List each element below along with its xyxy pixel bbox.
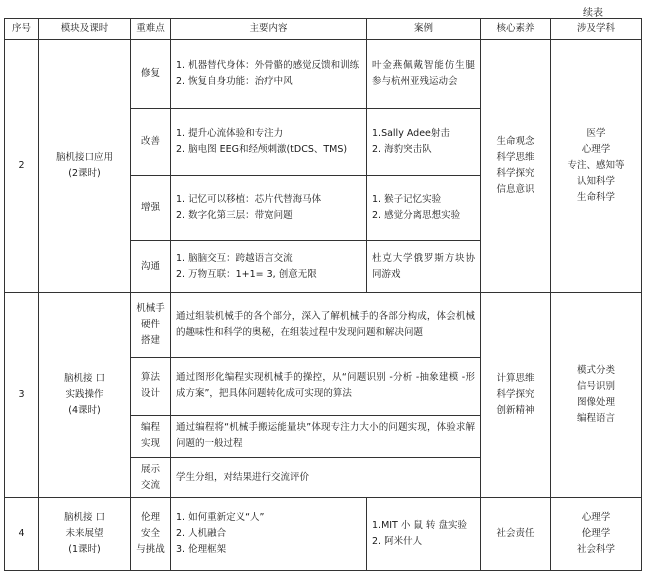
focus-line: 编程 [140, 422, 160, 434]
content-line: 2. 恢复自身功能：治疗中风 [176, 75, 293, 87]
focus-cell [131, 358, 171, 415]
focus-line: 机械手 [136, 303, 165, 315]
content-cell [171, 40, 367, 109]
subject-item: 心理学 [581, 144, 611, 156]
focus-line: 搭建 [140, 335, 160, 347]
row-number: 4 [5, 497, 39, 570]
competency-item: 创新精神 [496, 405, 535, 417]
content-cell: 通过组装机械手的各个部分，深入了解机械手的各部分构成，体会机械的趣味性和科学的奥秘，在组装过程中发现问题和解决问题 [171, 293, 481, 358]
table-row [5, 40, 642, 109]
module-cell [39, 497, 131, 570]
module-name: 脑机接 口 [63, 511, 106, 523]
content-line: 2. 脑电图 EEG和经颅刺激(tDCS、TMS) [176, 143, 348, 155]
subject-item: 生命科学 [576, 192, 615, 204]
content-cell [171, 497, 367, 570]
content-line: 2. 万物互联：1+1= 3, 创意无限 [176, 268, 317, 280]
competency-item: 科学探究 [496, 168, 535, 180]
content-cell: 通过编程将“机械手搬运能量块”体现专注力大小的问题实现，体验求解问题的一般过程 [171, 415, 481, 458]
row-number: 3 [5, 293, 39, 497]
module-name: 脑机接口应用 [55, 152, 113, 164]
competency-cell [481, 293, 551, 497]
competency-item: 社会责任 [496, 527, 535, 539]
content-cell [171, 108, 367, 175]
focus-cell: 沟通 [131, 241, 171, 293]
content-cell [171, 175, 367, 241]
header-competency: 核心素养 [481, 19, 551, 40]
focus-cell [131, 458, 171, 498]
content-line: 1. 记忆可以移植：芯片代替海马体 [176, 193, 322, 205]
subject-item: 编程语言 [576, 413, 615, 425]
focus-line: 安全 [140, 527, 160, 539]
subject-item: 认知科学 [576, 176, 615, 188]
header-module: 模块及课时 [39, 19, 131, 40]
focus-line: 与挑战 [136, 543, 165, 555]
competency-item: 科学探究 [496, 389, 535, 401]
case-cell [367, 497, 481, 570]
header-row [5, 19, 642, 40]
module-hours: (4课时) [68, 405, 101, 417]
subject-item: 专注、感知等 [567, 160, 625, 172]
subject-item: 社会科学 [576, 543, 615, 555]
content-line: 1. 如何重新定义“人” [176, 511, 265, 523]
competency-item: 计算思维 [496, 373, 535, 385]
content-cell [171, 241, 367, 293]
focus-line: 设计 [140, 388, 160, 400]
header-subjects: 涉及学科 [551, 19, 642, 40]
case-cell [367, 175, 481, 241]
subjects-cell [551, 497, 642, 570]
header-cases: 案例 [367, 19, 481, 40]
competency-item: 信息意识 [496, 184, 535, 196]
module-cell [39, 293, 131, 497]
case-line: 2. 阿米什人 [372, 535, 423, 547]
focus-cell [131, 497, 171, 570]
table-row [5, 497, 642, 570]
focus-cell: 修复 [131, 40, 171, 109]
case-line: 1.Sally Adee射击 [372, 127, 450, 139]
focus-cell: 增强 [131, 175, 171, 241]
focus-line: 展示 [140, 463, 160, 475]
case-cell [367, 241, 481, 293]
focus-cell [131, 293, 171, 358]
subject-item: 模式分类 [576, 365, 615, 377]
focus-cell: 改善 [131, 108, 171, 175]
case-line: 1. 猴子记忆实验 [372, 193, 442, 205]
continued-label: 续表 [583, 8, 603, 19]
row-number: 2 [5, 40, 39, 293]
subjects-cell [551, 40, 642, 293]
subject-item: 心理学 [581, 511, 611, 523]
module-hours: (2课时) [68, 168, 101, 180]
subjects-cell [551, 293, 642, 497]
content-line: 2. 数字化第三层：带宽问题 [176, 209, 293, 221]
competency-cell [481, 40, 551, 293]
case-line: 叶金燕佩戴智能仿生腿参与杭州亚残运动会 [372, 59, 475, 87]
subject-item: 图像处理 [576, 397, 615, 409]
focus-line: 算法 [140, 372, 160, 384]
content-line: 2. 人机融合 [176, 527, 227, 539]
module-hours: (1课时) [68, 543, 101, 555]
header-no: 序号 [5, 19, 39, 40]
subject-item: 医学 [586, 128, 606, 140]
case-cell [367, 40, 481, 109]
module-subtitle: 实践操作 [65, 389, 104, 401]
table-row [5, 293, 642, 358]
focus-line: 硬件 [140, 319, 160, 331]
content-line: 3. 伦理框架 [176, 543, 227, 555]
module-name: 脑机接 口 [63, 373, 106, 385]
curriculum-table [4, 18, 642, 571]
competency-item: 生命观念 [496, 136, 535, 148]
content-cell: 学生分组，对结果进行交流评价 [171, 458, 481, 498]
case-line: 1.MIT 小 鼠 转 盘实验 [372, 519, 467, 531]
focus-cell [131, 415, 171, 458]
focus-line: 交流 [140, 479, 160, 491]
subject-item: 信号识别 [576, 381, 615, 393]
focus-line: 实现 [140, 438, 160, 450]
competency-cell [481, 497, 551, 570]
subject-item: 伦理学 [581, 527, 611, 539]
content-line: 1. 提升心流体验和专注力 [176, 127, 284, 139]
focus-line: 伦理 [140, 511, 160, 523]
module-cell [39, 40, 131, 293]
module-subtitle: 未来展望 [65, 527, 104, 539]
case-line: 2. 感觉分离思想实验 [372, 209, 461, 221]
case-line: 杜克大学俄罗斯方块协同游戏 [372, 252, 475, 280]
content-line: 1. 机器替代身体：外骨骼的感觉反馈和训练 [176, 59, 360, 71]
header-content: 主要内容 [171, 19, 367, 40]
header-focus: 重难点 [131, 19, 171, 40]
case-line: 2. 海豹突击队 [372, 143, 432, 155]
competency-item: 科学思维 [496, 152, 535, 164]
content-cell: 通过图形化编程实现机械手的操控，从“问题识别 -分析 -抽象建模 -形成方案”，把具体问题转化成可实现的算法 [171, 358, 481, 415]
case-cell [367, 108, 481, 175]
content-line: 1. 脑脑交互：跨越语言交流 [176, 252, 293, 264]
